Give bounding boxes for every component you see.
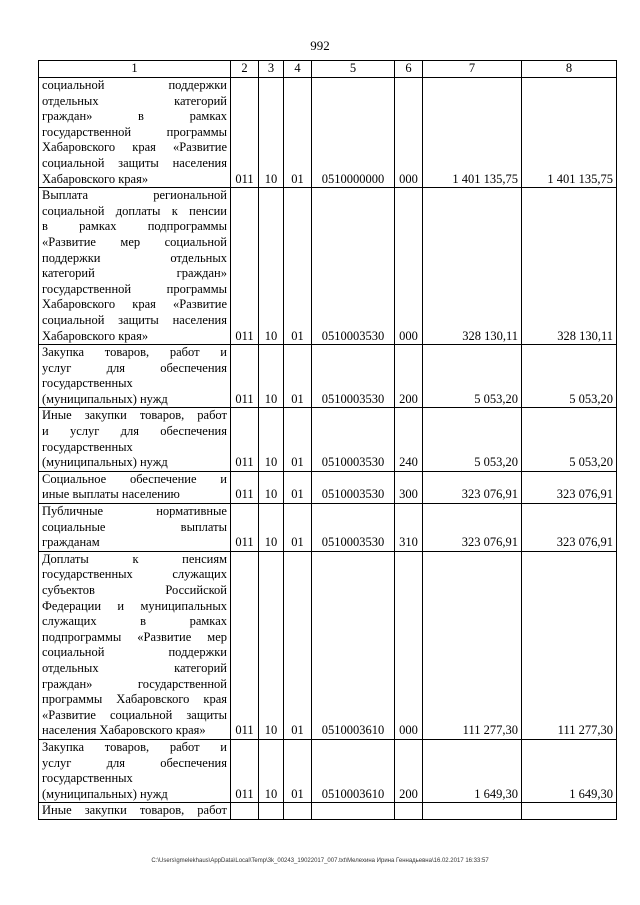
cell-c2: 011 (231, 551, 259, 739)
cell-c7: 5 053,20 (423, 345, 522, 408)
table-row (39, 188, 617, 345)
cell-c4: 01 (284, 188, 312, 345)
row-name-line: (муниципальных) нужд (42, 786, 168, 801)
table-row (39, 739, 617, 802)
row-name-line: поддержки отдельных (42, 250, 227, 265)
row-name-line: иные выплаты населению (42, 487, 180, 502)
row-name-line: Хабаровского края» (42, 171, 149, 186)
cell-c8: 1 649,30 (522, 739, 617, 802)
row-name-line: Закупка товаров, работ и (42, 739, 227, 754)
cell-c3 (259, 803, 284, 820)
row-name-cell (39, 803, 231, 820)
cell-c8: 1 401 135,75 (522, 78, 617, 188)
footer-path: C:\Users\gmelekhaus\AppData\Local\Temp\3k_00243_19022017_007.txt\Мелехина Ирина Геннадьевна\16.02.2017 16:33:57 (151, 858, 489, 864)
cell-c5 (312, 803, 395, 820)
row-name-line: подпрограммы «Развитие мер (42, 629, 227, 644)
cell-c2: 011 (231, 504, 259, 552)
row-name-line: программы Хабаровского края (42, 692, 227, 707)
cell-c5: 0510003530 (312, 408, 395, 471)
header-cell: 2 (231, 61, 259, 78)
row-name-line: (муниципальных) нужд (42, 391, 168, 406)
row-name-line: отдельных категорий (42, 93, 227, 108)
cell-c4: 01 (284, 345, 312, 408)
cell-c2: 011 (231, 408, 259, 471)
row-name-line: услуг для обеспечения (42, 755, 227, 770)
row-name-line: населения Хабаровского края» (42, 723, 206, 738)
cell-c3: 10 (259, 551, 284, 739)
row-name-line: граждан» государственной (42, 676, 227, 691)
cell-c5: 0510003530 (312, 504, 395, 552)
row-name-cell (39, 504, 231, 552)
row-name-line: государственных (42, 376, 133, 391)
cell-c4 (284, 803, 312, 820)
row-name-line: социальной доплаты к пенсии (42, 203, 227, 218)
table-row (39, 551, 617, 739)
cell-c3: 10 (259, 408, 284, 471)
cell-c6: 240 (395, 408, 423, 471)
row-name-line: «Развитие мер социальной (42, 234, 227, 249)
table-row (39, 803, 617, 820)
cell-c8: 5 053,20 (522, 345, 617, 408)
row-name-cell (39, 739, 231, 802)
row-name-line: Иные закупки товаров, работ (42, 408, 227, 423)
row-name-line: Социальное обеспечение и (42, 471, 227, 486)
cell-c6: 000 (395, 551, 423, 739)
cell-c5: 0510000000 (312, 78, 395, 188)
budget-table (38, 60, 617, 820)
cell-c6 (395, 803, 423, 820)
cell-c2: 011 (231, 345, 259, 408)
cell-c6: 000 (395, 78, 423, 188)
row-name-line: в рамках подпрограммы (42, 219, 227, 234)
table-row (39, 78, 617, 188)
cell-c3: 10 (259, 78, 284, 188)
cell-c7: 328 130,11 (423, 188, 522, 345)
row-name-line: государственных (42, 771, 133, 786)
cell-c5: 0510003530 (312, 471, 395, 503)
cell-c8: 328 130,11 (522, 188, 617, 345)
cell-c8 (522, 803, 617, 820)
cell-c7: 5 053,20 (423, 408, 522, 471)
row-name-line: социальные выплаты (42, 519, 227, 534)
header-cell: 6 (395, 61, 423, 78)
cell-c7: 1 649,30 (423, 739, 522, 802)
cell-c2: 011 (231, 739, 259, 802)
cell-c8: 323 076,91 (522, 504, 617, 552)
cell-c2 (231, 803, 259, 820)
row-name-line: субъектов Российской (42, 583, 227, 597)
row-name-line: социальной поддержки (42, 645, 227, 660)
row-name-cell (39, 551, 231, 739)
cell-c4: 01 (284, 471, 312, 503)
row-name-line: Доплаты к пенсиям (42, 551, 227, 566)
cell-c6: 000 (395, 188, 423, 345)
page-number: 992 (310, 38, 330, 53)
row-name-line: Хабаровского края» (42, 328, 149, 343)
row-name-line: Хабаровского края «Развитие (42, 297, 227, 312)
cell-c2: 011 (231, 188, 259, 345)
row-name-line: государственной программы (42, 124, 227, 139)
row-name-line: и услуг для обеспечения (42, 424, 227, 439)
row-name-line: государственной программы (42, 281, 227, 296)
row-name-line: Иные закупки товаров, работ (42, 803, 227, 818)
row-name-line: государственных (42, 439, 133, 454)
row-name-line: Выплата региональной (42, 188, 227, 203)
header-cell: 7 (423, 61, 522, 78)
cell-c3: 10 (259, 345, 284, 408)
row-name-line: социальной защиты населения (42, 312, 227, 327)
row-name-cell (39, 188, 231, 345)
row-name-line: Закупка товаров, работ и (42, 345, 227, 360)
cell-c8: 5 053,20 (522, 408, 617, 471)
header-cell: 4 (284, 61, 312, 78)
cell-c4: 01 (284, 551, 312, 739)
row-name-line: граждан» в рамках (42, 109, 227, 124)
cell-c4: 01 (284, 408, 312, 471)
cell-c7: 323 076,91 (423, 504, 522, 552)
row-name-line: Публичные нормативные (42, 504, 227, 519)
row-name-line: Хабаровского края «Развитие (42, 140, 227, 155)
row-name-line: Федерации и муниципальных (42, 598, 227, 613)
cell-c7 (423, 803, 522, 820)
cell-c6: 300 (395, 471, 423, 503)
cell-c3: 10 (259, 504, 284, 552)
cell-c4: 01 (284, 739, 312, 802)
row-name-cell (39, 78, 231, 188)
row-name-line: «Развитие социальной защиты (42, 707, 227, 722)
row-name-line: категорий граждан» (42, 266, 227, 281)
table-row (39, 408, 617, 471)
cell-c5: 0510003530 (312, 345, 395, 408)
cell-c3: 10 (259, 188, 284, 345)
cell-c7: 111 277,30 (423, 551, 522, 739)
row-name-cell (39, 408, 231, 471)
cell-c7: 1 401 135,75 (423, 78, 522, 188)
row-name-line: государственных служащих (42, 567, 227, 582)
cell-c2: 011 (231, 78, 259, 188)
row-name-line: служащих в рамках (42, 614, 227, 629)
header-cell: 3 (259, 61, 284, 78)
cell-c2: 011 (231, 471, 259, 503)
row-name-line: социальной защиты населения (42, 155, 227, 170)
cell-c7: 323 076,91 (423, 471, 522, 503)
table-row (39, 345, 617, 408)
header-cell: 8 (522, 61, 617, 78)
row-name-cell (39, 471, 231, 503)
header-cell: 5 (312, 61, 395, 78)
row-name-line: гражданам (42, 535, 100, 550)
row-name-line: услуг для обеспечения (42, 360, 227, 375)
cell-c3: 10 (259, 739, 284, 802)
table-header-row (39, 61, 617, 78)
row-name-line: отдельных категорий (42, 660, 227, 675)
cell-c6: 200 (395, 345, 423, 408)
cell-c8: 111 277,30 (522, 551, 617, 739)
row-name-line: (муниципальных) нужд (42, 455, 168, 470)
cell-c4: 01 (284, 504, 312, 552)
cell-c5: 0510003610 (312, 551, 395, 739)
header-cell: 1 (39, 61, 231, 78)
row-name-line: социальной поддержки (42, 78, 227, 92)
cell-c6: 310 (395, 504, 423, 552)
cell-c5: 0510003530 (312, 188, 395, 345)
table-row (39, 471, 617, 503)
cell-c6: 200 (395, 739, 423, 802)
cell-c5: 0510003610 (312, 739, 395, 802)
cell-c8: 323 076,91 (522, 471, 617, 503)
cell-c3: 10 (259, 471, 284, 503)
cell-c4: 01 (284, 78, 312, 188)
table-row (39, 504, 617, 552)
row-name-cell (39, 345, 231, 408)
